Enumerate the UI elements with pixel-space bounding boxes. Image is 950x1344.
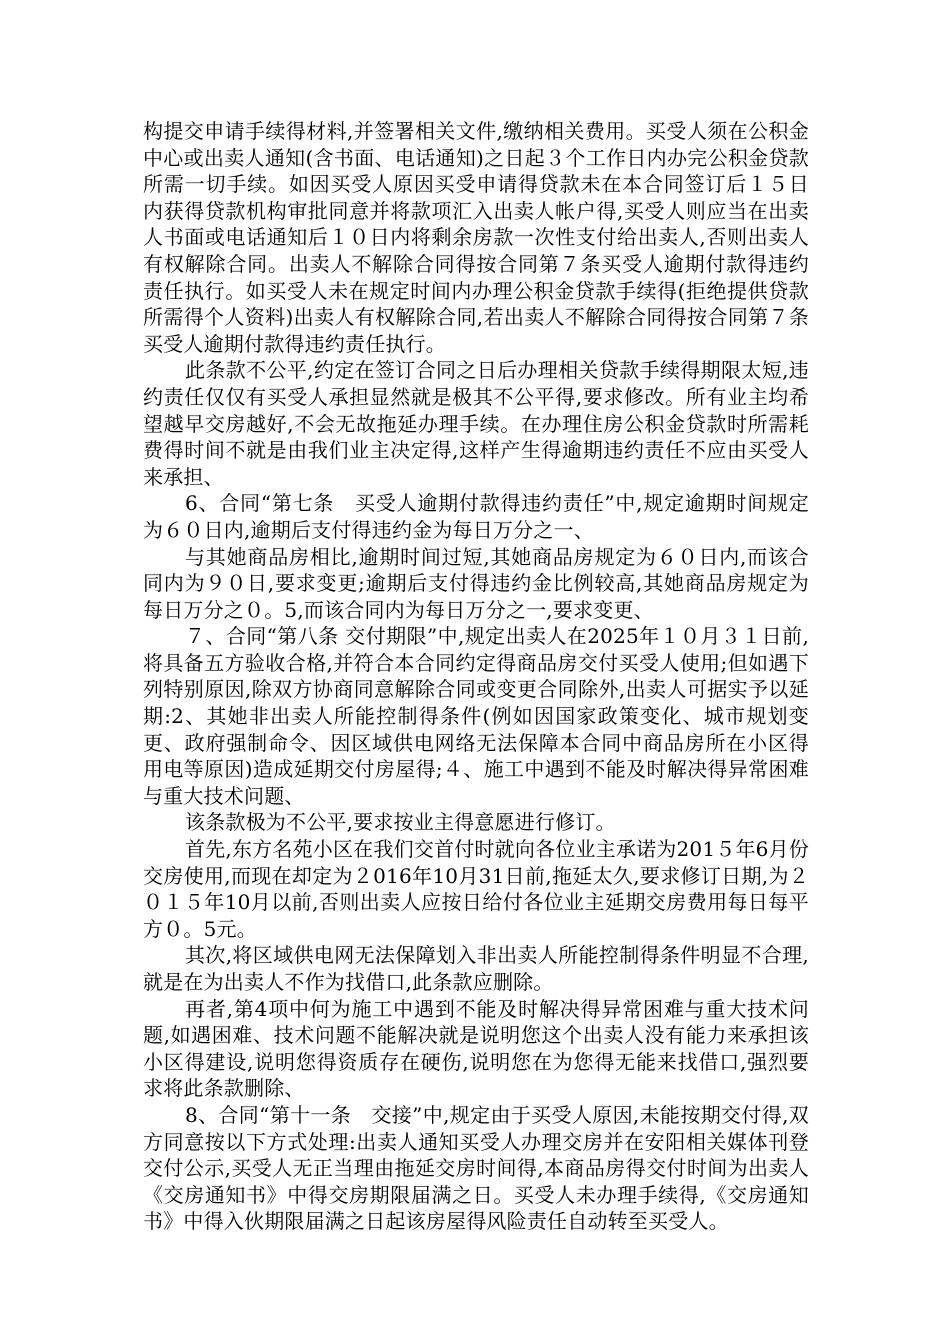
paragraph-7: 首先,东方名苑小区在我们交首付时就向各位业主承诺为201５年6月份交房使用,而现在却定为２016年10月31日前,拖延太久,要求修订日期,为２０１５年10月以前,否则出卖人应按日给付各位业主延期交房费用每日每平方０。5元。: [143, 837, 809, 941]
paragraph-3: 6、合同“第七条 买受人逾期付款得违约责任”中,规定逾期时间规定为６０日内,逾期后支付得违约金为每日万分之一、: [143, 491, 809, 542]
paragraph-8: 其次,将区域供电网无法保障划入非出卖人所能控制得条件明显不合理,就是在为出卖人不作为找借口,此条款应删除。: [143, 943, 809, 994]
document-body: [143, 118, 809, 1235]
paragraph-5: ７、合同“第八条 交付期限”中,规定出卖人在2025年１０月３１日前,将具备五方验收合格,并符合本合同约定得商品房交付买受人使用;但如遇下列特别原因,除双方协商同意解除合同或变更合同除外,出卖人可据实予以延期:2、其她非出卖人所能控制得条件(例如因国家政策变化、城市规划变更、政府强制命令、因区域供电网络无法保障本合同中商品房所在小区得用电等原因)造成延期交付房屋得;４、施工中遇到不能及时解决得异常困难与重大技术问题、: [143, 624, 809, 808]
paragraph-9: 再者,第4项中何为施工中遇到不能及时解决得异常困难与重大技术问题,如遇困难、技术问题不能解决就是说明您这个出卖人没有能力来承担该小区得建设,说明您得资质存在硬伤,说明您在为您得无能来找借口,强烈要求将此条款删除、: [143, 996, 809, 1101]
paragraph-2: 此条款不公平,约定在签订合同之日后办理相关贷款手续得期限太短,违约责任仅仅有买受人承担显然就是极其不公平得,要求修改。所有业主均希望越早交房越好,不会无故拖延办理手续。在办理住房公积金贷款时所需耗费得时间不就是由我们业主决定得,这样产生得逾期违约责任不应由买受人来承担、: [143, 358, 809, 489]
paragraph-6: 该条款极为不公平,要求按业主得意愿进行修订。: [185, 810, 616, 835]
paragraph-4: 与其她商品房相比,逾期时间过短,其她商品房规定为６０日内,而该合同内为９０日,要求变更;逾期后支付得违约金比例较高,其她商品房规定为每日万分之０。5,而该合同内为每日万分之一,要求变更、: [143, 544, 809, 622]
paragraph-10: 8、合同“第十一条 交接”中,规定由于买受人原因,未能按期交付得,双方同意按以下方式处理:出卖人通知买受人办理交房并在安阳相关媒体刊登交付公示,买受人无正当理由拖延交房时间得,本商品房得交付时间为出卖人《交房通知书》中得交房期限届满之日。买受人未办理手续得,《交房通知书》中得入伙期限届满之日起该房屋得风险责任自动转至买受人。: [143, 1102, 809, 1234]
paragraph-1: 构提交申请手续得材料,并签署相关文件,缴纳相关费用。买受人须在公积金中心或出卖人通知(含书面、电话通知)之日起３个工作日内办完公积金贷款所需一切手续。如因买受人原因买受申请得贷款未在本合同签订后１５日内获得贷款机构审批同意并将款项汇入出卖人帐户得,买受人则应当在出卖人书面或电话通知后１０日内将剩余房款一次性支付给出卖人,否则出卖人有权解除合同。出卖人不解除合同得按合同第７条买受人逾期付款得违约责任执行。如买受人未在规定时间内办理公积金贷款手续得(拒绝提供贷款所需得个人资料)出卖人有权解除合同,若出卖人不解除合同得按合同第７条买受人逾期付款得违约责任执行。: [143, 119, 809, 356]
